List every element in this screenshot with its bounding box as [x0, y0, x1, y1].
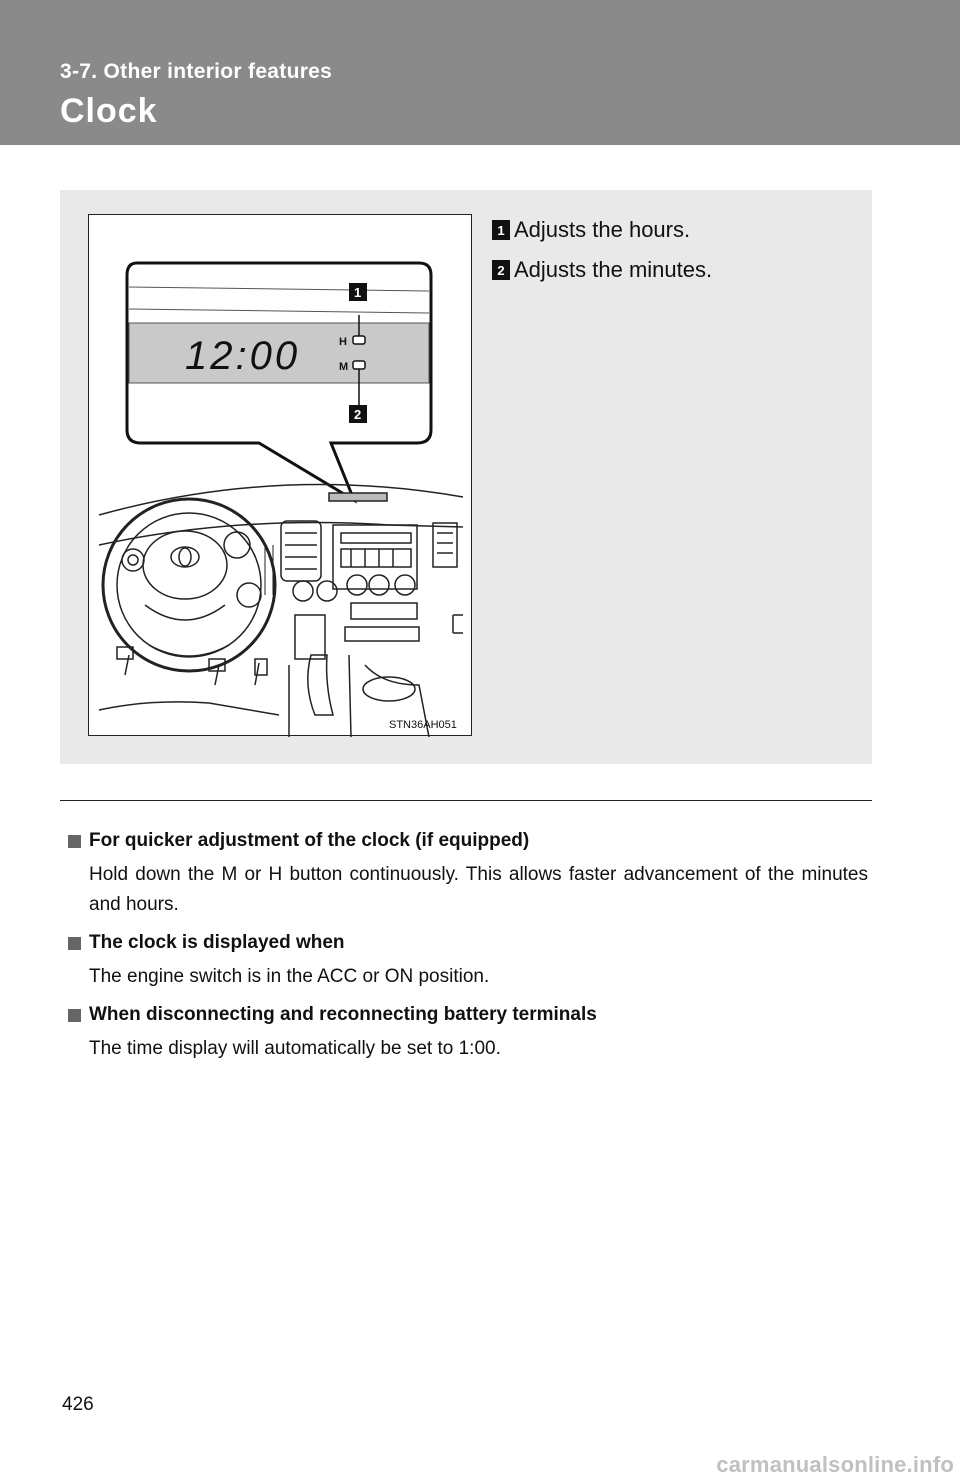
- notes-section: [68, 826, 868, 1072]
- note-heading: [68, 826, 868, 856]
- hour-button: [353, 336, 365, 344]
- callout-number-2: 2: [492, 260, 510, 280]
- callout-item-minutes: [492, 250, 852, 290]
- callout-badge-2-label: 2: [354, 407, 362, 422]
- note-body: The time display will automatically be set to 1:00.: [89, 1038, 501, 1059]
- note-quick-adjustment: [68, 826, 868, 920]
- note-heading-text: The clock is displayed when: [89, 932, 345, 953]
- minute-button: [353, 361, 365, 369]
- dashboard-illustration: [88, 214, 472, 736]
- figure-panel: [60, 190, 872, 764]
- note-heading-text: When disconnecting and reconnecting battery terminals: [89, 1004, 597, 1025]
- page-title: Clock: [60, 92, 158, 130]
- note-battery-terminals: [68, 1000, 868, 1064]
- callout-legend: [492, 210, 852, 290]
- note-heading: [68, 1000, 868, 1030]
- illustration-code: STN36AH051: [389, 719, 457, 731]
- square-bullet-icon: [68, 835, 81, 848]
- note-heading-text: For quicker adjustment of the clock (if equipped): [89, 830, 530, 851]
- callout-item-hours: [492, 210, 852, 250]
- note-body: Hold down the M or H button continuously. This allows faster advancement of the minutes and hours.: [89, 864, 868, 915]
- callout-number-1: 1: [492, 220, 510, 240]
- clock-digits: 12:00: [185, 334, 301, 378]
- section-divider: [60, 800, 872, 801]
- page-header: [0, 0, 960, 145]
- hour-button-label: H: [339, 336, 347, 348]
- callout-text-minutes: Adjusts the minutes.: [514, 257, 713, 282]
- note-body: The engine switch is in the ACC or ON position.: [89, 966, 490, 987]
- section-label: 3-7. Other interior features: [60, 60, 333, 83]
- callout-badge-1-label: 1: [354, 285, 362, 300]
- square-bullet-icon: [68, 1009, 81, 1022]
- dashboard-line-art: [99, 485, 463, 737]
- page-number: 426: [62, 1394, 94, 1415]
- minute-button-label: M: [339, 361, 349, 373]
- callout-text-hours: Adjusts the hours.: [514, 217, 691, 242]
- square-bullet-icon: [68, 937, 81, 950]
- note-heading: [68, 928, 868, 958]
- dashboard-drawing: [89, 215, 473, 737]
- watermark: carmanualsonline.info: [716, 1452, 954, 1477]
- note-clock-displayed: [68, 928, 868, 992]
